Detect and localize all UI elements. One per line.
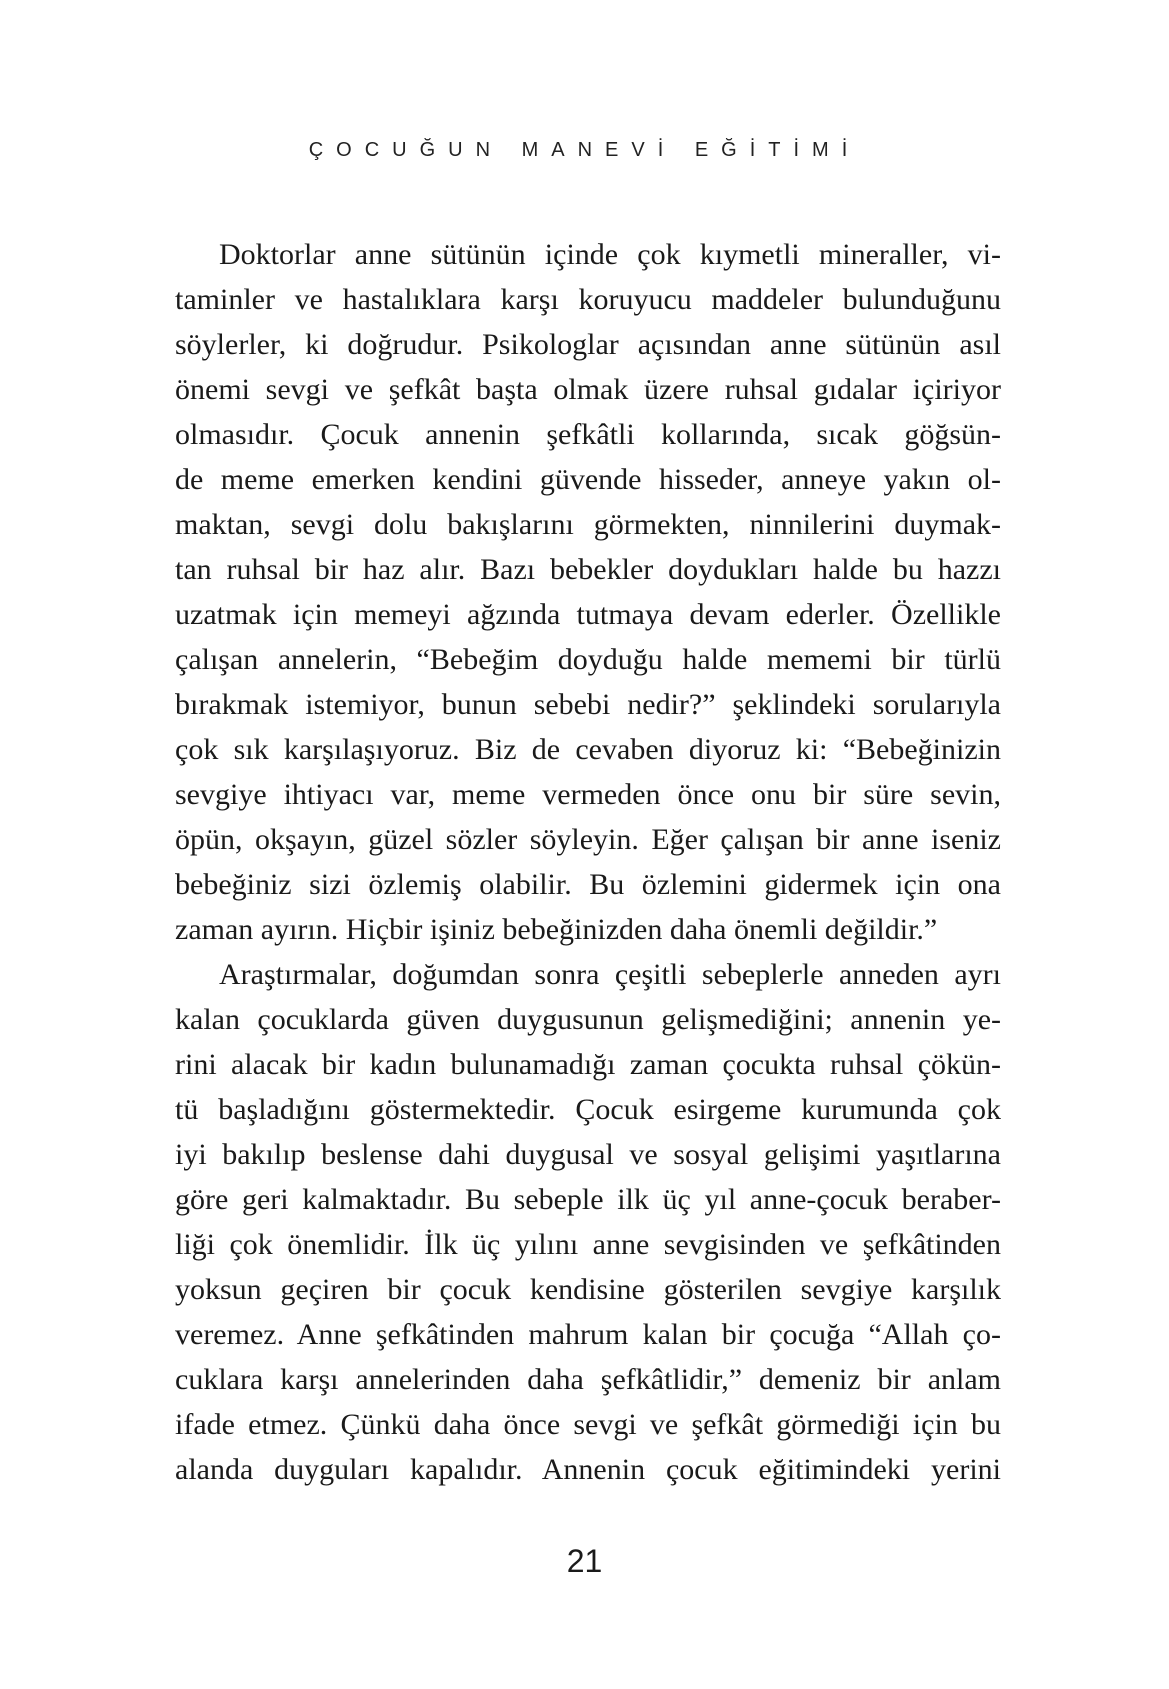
text-line: göre geri kalmaktadır. Bu sebeple ilk üç yıl anne-çocuk beraber- [175,1183,1001,1216]
text-line: alanda duyguları kapalıdır. Annenin çocuk eğitimindeki yerini [175,1453,1001,1486]
text-line: kalan çocuklarda güven duygusunun gelişmediğini; annenin ye- [175,1003,1001,1036]
text-line: veremez. Anne şefkâtinden mahrum kalan bir çocuğa “Allah ço- [175,1318,1001,1351]
text-line: Doktorlar anne sütünün içinde çok kıymetli mineraller, vi- [219,238,1001,271]
text-line: de meme emerken kendini güvende hisseder, anneye yakın ol- [175,463,1001,496]
text-line: iyi bakılıp beslense dahi duygusal ve sosyal gelişimi yaşıtlarına [175,1138,1001,1171]
text-line: cuklara karşı annelerinden daha şefkâtlidir,” demeniz bir anlam [175,1363,1001,1396]
paragraph-1 [175,232,1001,952]
text-line: çok sık karşılaşıyoruz. Biz de cevaben diyoruz ki: “Bebeğinizin [175,733,1001,766]
text-line: liği çok önemlidir. İlk üç yılını anne sevgisinden ve şefkâtinden [175,1228,1001,1261]
text-line: rini alacak bir kadın bulunamadığı zaman çocukta ruhsal çökün- [175,1048,1001,1081]
text-line: tü başladığını göstermektedir. Çocuk esirgeme kurumunda çok [175,1093,1001,1126]
text-line: uzatmak için memeyi ağzında tutmaya devam ederler. Özellikle [175,598,1001,631]
text-line: önemi sevgi ve şefkât başta olmak üzere ruhsal gıdalar içiriyor [175,373,1001,406]
text-line: bebeğiniz sizi özlemiş olabilir. Bu özlemini gidermek için ona [175,868,1001,901]
text-line: tan ruhsal bir haz alır. Bazı bebekler doydukları halde bu hazzı [175,553,1001,586]
paragraph-2 [175,952,1001,1492]
text-line: zaman ayırın. Hiçbir işiniz bebeğinizden daha önemli değildir.” [175,913,938,946]
text-line: olmasıdır. Çocuk annenin şefkâtli kollarında, sıcak göğsün- [175,418,1001,451]
running-head: ÇOCUĞUN MANEVİ EĞİTİMİ [308,139,861,161]
text-line: maktan, sevgi dolu bakışlarını görmekten, ninnilerini duymak- [175,508,1001,541]
body-text [175,232,1001,1492]
text-line: çalışan annelerin, “Bebeğim doyduğu halde mememi bir türlü [175,643,1001,676]
text-line: taminler ve hastalıklara karşı koruyucu maddeler bulunduğunu [175,283,1001,316]
text-line: Araştırmalar, doğumdan sonra çeşitli sebeplerle anneden ayrı [219,958,1001,991]
text-line: bırakmak istemiyor, bunun sebebi nedir?” şeklindeki sorularıyla [175,688,1001,721]
text-line: söylerler, ki doğrudur. Psikologlar açısından anne sütünün asıl [175,328,1001,361]
text-line: öpün, okşayın, güzel sözler söyleyin. Eğer çalışan bir anne iseniz [175,823,1001,856]
text-line: sevgiye ihtiyacı var, meme vermeden önce onu bir süre sevin, [175,778,1001,811]
text-line: yoksun geçiren bir çocuk kendisine gösterilen sevgiye karşılık [175,1273,1001,1306]
page-number: 21 [566,1543,603,1579]
text-line: ifade etmez. Çünkü daha önce sevgi ve şefkât görmediği için bu [175,1408,1001,1441]
